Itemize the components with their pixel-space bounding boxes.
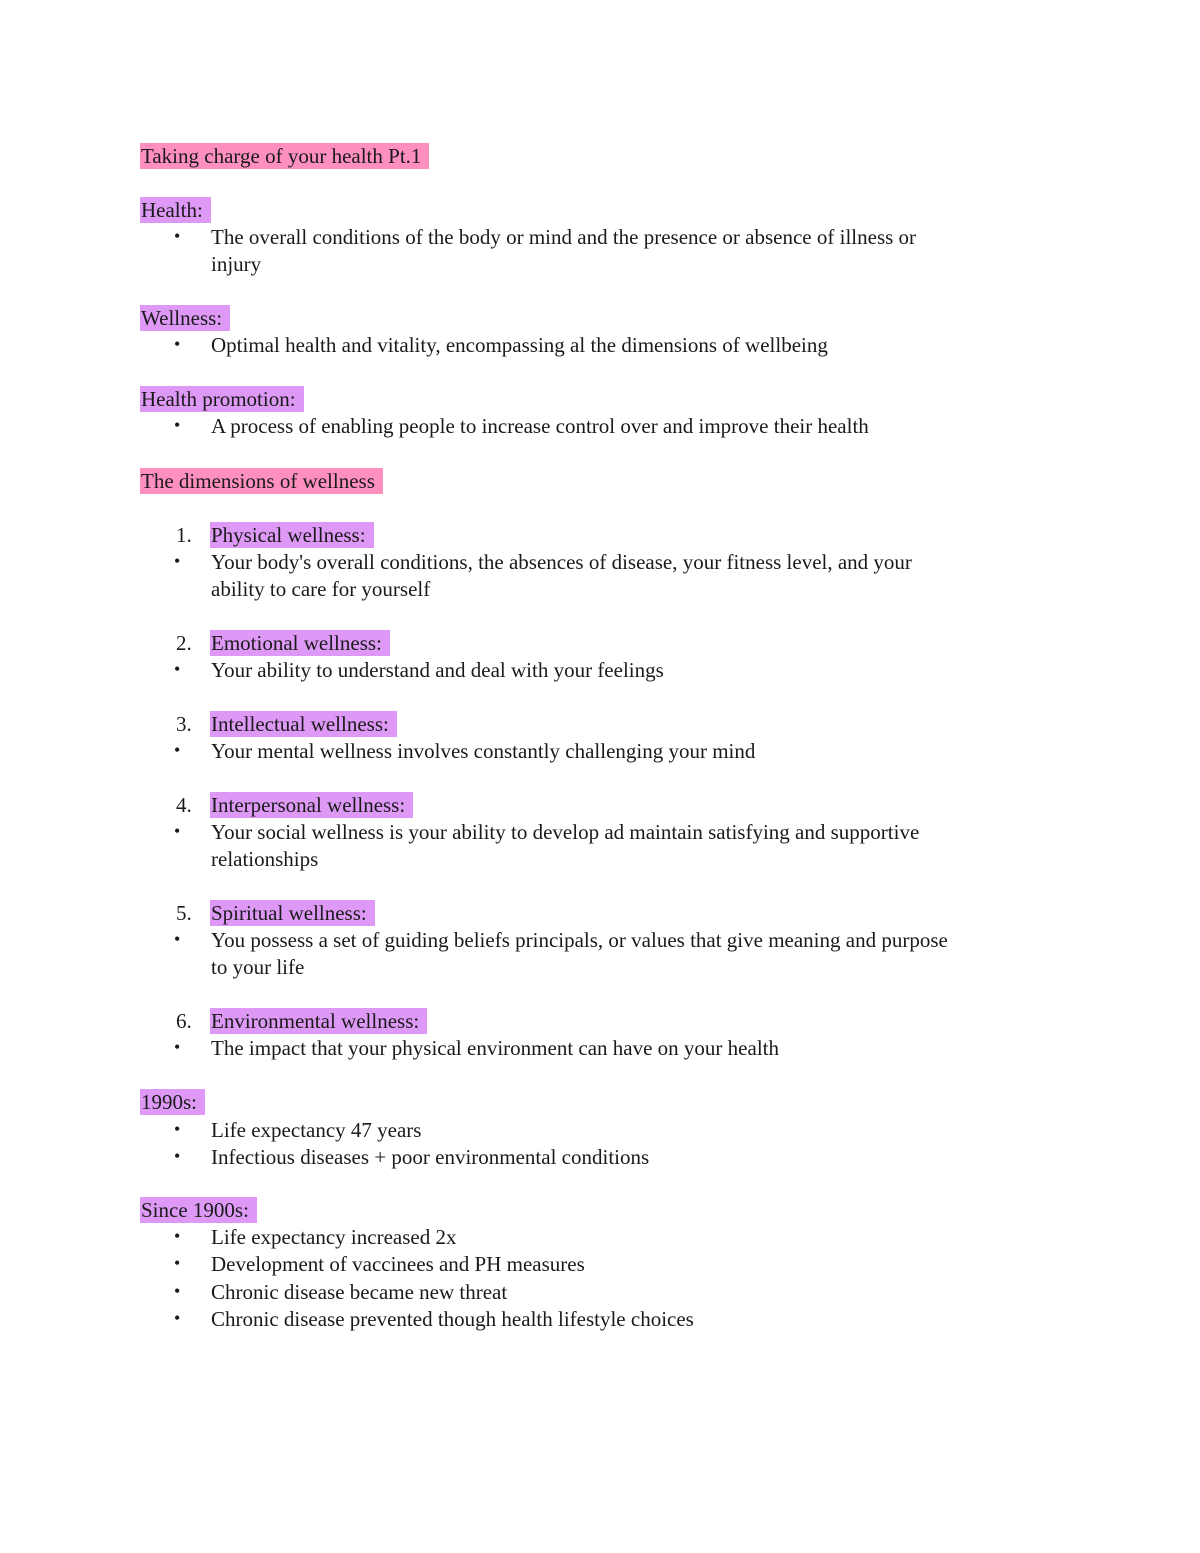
health-promotion-definition: A process of enabling people to increase control over and improve their health xyxy=(211,414,869,438)
since-1900s-item: Chronic disease became new threat xyxy=(211,1280,508,1304)
dimension-desc-spiritual-line2: to your life xyxy=(211,955,305,979)
history-1990s-item: Life expectancy 47 years xyxy=(211,1118,422,1142)
dimension-title-physical: Physical wellness: xyxy=(211,522,374,548)
list-number: 4. xyxy=(176,793,192,817)
bullet-icon: • xyxy=(174,929,181,949)
list-number: 2. xyxy=(176,631,192,655)
bullet-icon: • xyxy=(174,1281,181,1301)
since-1900s-item: Chronic disease prevented though health lifestyle choices xyxy=(211,1307,694,1331)
history-1990s-item: Infectious diseases + poor environmental conditions xyxy=(211,1145,650,1169)
dimension-desc-spiritual-line1: You possess a set of guiding beliefs principals, or values that give meaning and purpose xyxy=(211,928,948,952)
since-1900s-heading: Since 1900s: xyxy=(141,1197,257,1223)
health-promotion-heading: Health promotion: xyxy=(141,386,304,412)
list-number: 6. xyxy=(176,1009,192,1033)
dimension-desc-environmental: The impact that your physical environment can have on your health xyxy=(211,1036,779,1060)
dimension-title-interpersonal: Interpersonal wellness: xyxy=(211,792,413,818)
wellness-definition: Optimal health and vitality, encompassing al the dimensions of wellbeing xyxy=(211,333,828,357)
dimension-title-intellectual: Intellectual wellness: xyxy=(211,711,397,737)
dimension-desc-interpersonal-line2: relationships xyxy=(211,847,319,871)
list-number: 5. xyxy=(176,901,192,925)
bullet-icon: • xyxy=(174,821,181,841)
bullet-icon: • xyxy=(174,659,181,679)
health-definition-line2: injury xyxy=(211,252,262,276)
list-number: 1. xyxy=(176,523,192,547)
bullet-icon: • xyxy=(174,415,181,435)
bullet-icon: • xyxy=(174,1226,181,1246)
bullet-icon: • xyxy=(174,334,181,354)
wellness-heading: Wellness: xyxy=(141,305,230,331)
dimension-title-environmental: Environmental wellness: xyxy=(211,1008,427,1034)
dimension-desc-interpersonal-line1: Your social wellness is your ability to develop ad maintain satisfying and supportive xyxy=(211,820,920,844)
dimensions-heading: The dimensions of wellness xyxy=(141,468,383,494)
history-1990s-heading: 1990s: xyxy=(141,1089,205,1115)
document-title: Taking charge of your health Pt.1 xyxy=(141,143,429,169)
bullet-icon: • xyxy=(174,551,181,571)
bullet-icon: • xyxy=(174,1037,181,1057)
dimension-desc-intellectual: Your mental wellness involves constantly challenging your mind xyxy=(211,739,756,763)
bullet-icon: • xyxy=(174,226,181,246)
dimension-desc-physical-line2: ability to care for yourself xyxy=(211,577,431,601)
bullet-icon: • xyxy=(174,740,181,760)
bullet-icon: • xyxy=(174,1253,181,1273)
dimension-title-spiritual: Spiritual wellness: xyxy=(211,900,375,926)
dimension-desc-emotional: Your ability to understand and deal with your feelings xyxy=(211,658,664,682)
health-heading: Health: xyxy=(141,197,211,223)
health-definition-line1: The overall conditions of the body or mind and the presence or absence of illness or xyxy=(211,225,917,249)
bullet-icon: • xyxy=(174,1119,181,1139)
since-1900s-item: Life expectancy increased 2x xyxy=(211,1225,457,1249)
dimension-title-emotional: Emotional wellness: xyxy=(211,630,390,656)
bullet-icon: • xyxy=(174,1146,181,1166)
bullet-icon: • xyxy=(174,1308,181,1328)
dimension-desc-physical-line1: Your body's overall conditions, the absences of disease, your fitness level, and your xyxy=(211,550,912,574)
list-number: 3. xyxy=(176,712,192,736)
since-1900s-item: Development of vaccinees and PH measures xyxy=(211,1252,585,1276)
